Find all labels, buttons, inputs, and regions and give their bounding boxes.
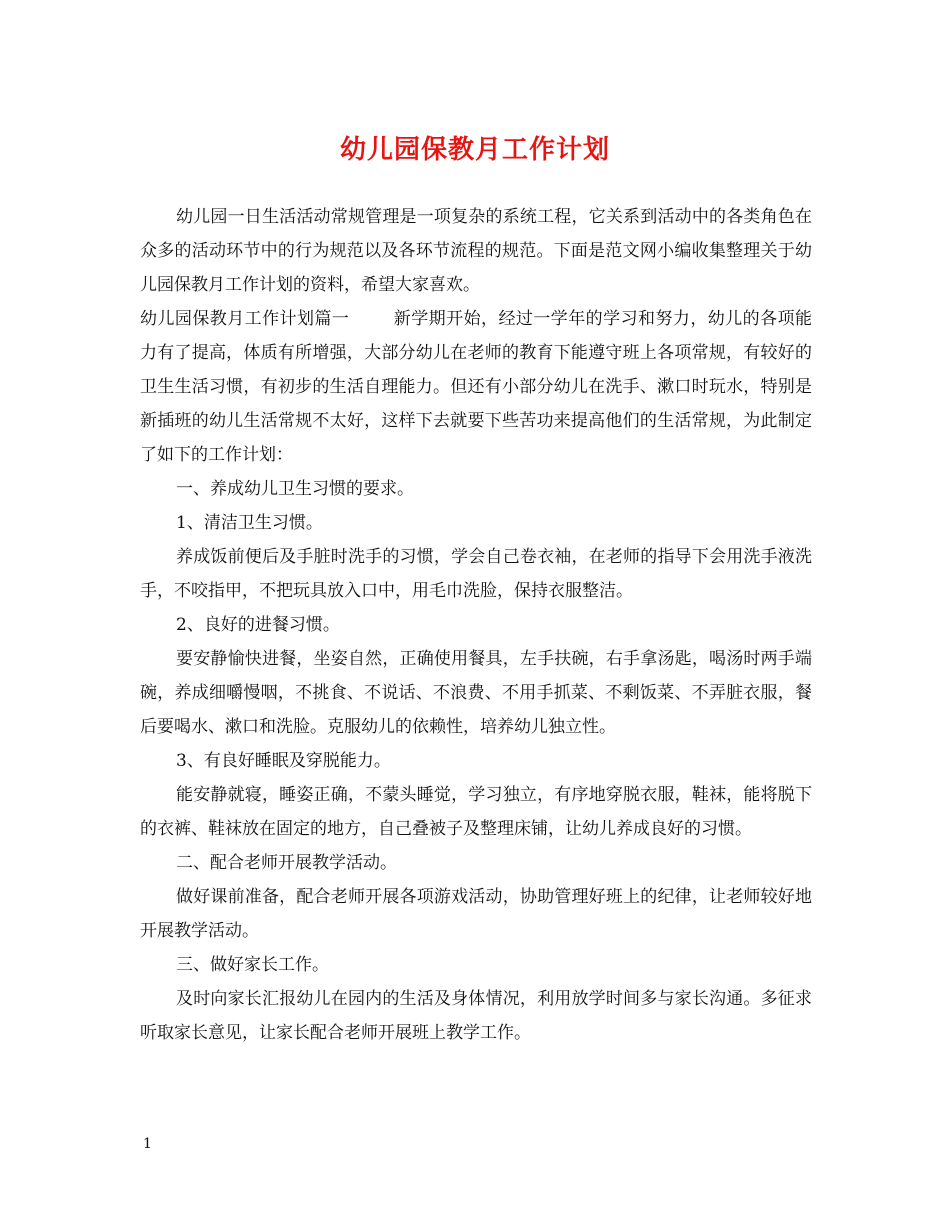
heading-parents: 三、做好家长工作。	[176, 955, 329, 975]
page-number: 1	[143, 1136, 152, 1152]
sleep-paragraph: 能安静就寝，睡姿正确，不蒙头睡觉，学习独立，有序地穿脱衣服，鞋袜，能将脱下的衣裤、鞋袜放在固定的地方，自己叠被子及整理床铺，让幼儿养成良好的习惯。	[140, 785, 812, 839]
document-title: 幼儿园保教月工作计划	[339, 135, 610, 165]
section-paragraph	[140, 302, 812, 472]
cleanliness-paragraph: 养成饭前便后及手脏时洗手的习惯，学会自己卷衣袖，在老师的指导下会用洗手液洗手，不咬指甲，不把玩具放入口中，用毛巾洗脸，保持衣服整洁。	[140, 547, 812, 601]
subheading-eating: 2、良好的进餐习惯。	[176, 615, 340, 635]
heading-hygiene: 一、养成幼儿卫生习惯的要求。	[176, 479, 414, 499]
intro-paragraph: 幼儿园一日生活活动常规管理是一项复杂的系统工程，它关系到活动中的各类角色在众多的活动环节中的行为规范以及各环节流程的规范。下面是范文网小编收集整理关于幼儿园保教月工作计划的资料，希望大家喜欢。	[140, 207, 812, 295]
teaching-paragraph: 做好课前准备，配合老师开展各项游戏活动，协助管理好班上的纪律，让老师较好地开展教学活动。	[140, 887, 812, 941]
parents-paragraph: 及时向家长汇报幼儿在园内的生活及身体情况，利用放学时间多与家长沟通。多征求听取家长意见，让家长配合老师开展班上教学工作。	[140, 989, 812, 1043]
heading-teaching: 二、配合老师开展教学活动。	[176, 853, 397, 873]
document-body	[140, 200, 812, 1050]
section-label: 幼儿园保教月工作计划篇一	[140, 309, 350, 329]
eating-paragraph: 要安静愉快进餐，坐姿自然，正确使用餐具，左手扶碗，右手拿汤匙，喝汤时两手端碗，养成细嚼慢咽，不挑食、不说话、不浪费、不用手抓菜、不剩饭菜、不弄脏衣服，餐后要喝水、漱口和洗脸。克服幼儿的依赖性，培养幼儿独立性。	[140, 649, 812, 737]
subheading-sleep: 3、有良好睡眠及穿脱能力。	[176, 751, 391, 771]
subheading-cleanliness: 1、清洁卫生习惯。	[176, 513, 323, 533]
section-text: 新学期开始，经过一学年的学习和努力，幼儿的各项能力有了提高，体质有所增强，大部分幼儿在老师的教育下能遵守班上各项常规，有较好的卫生生活习惯，有初步的生活自理能力。但还有小部分幼儿在洗手、漱口时玩水，特别是新插班的幼儿生活常规不太好，这样下去就要下些苦功来提高他们的生活常规，为此制定了如下的工作计划：	[140, 309, 813, 465]
